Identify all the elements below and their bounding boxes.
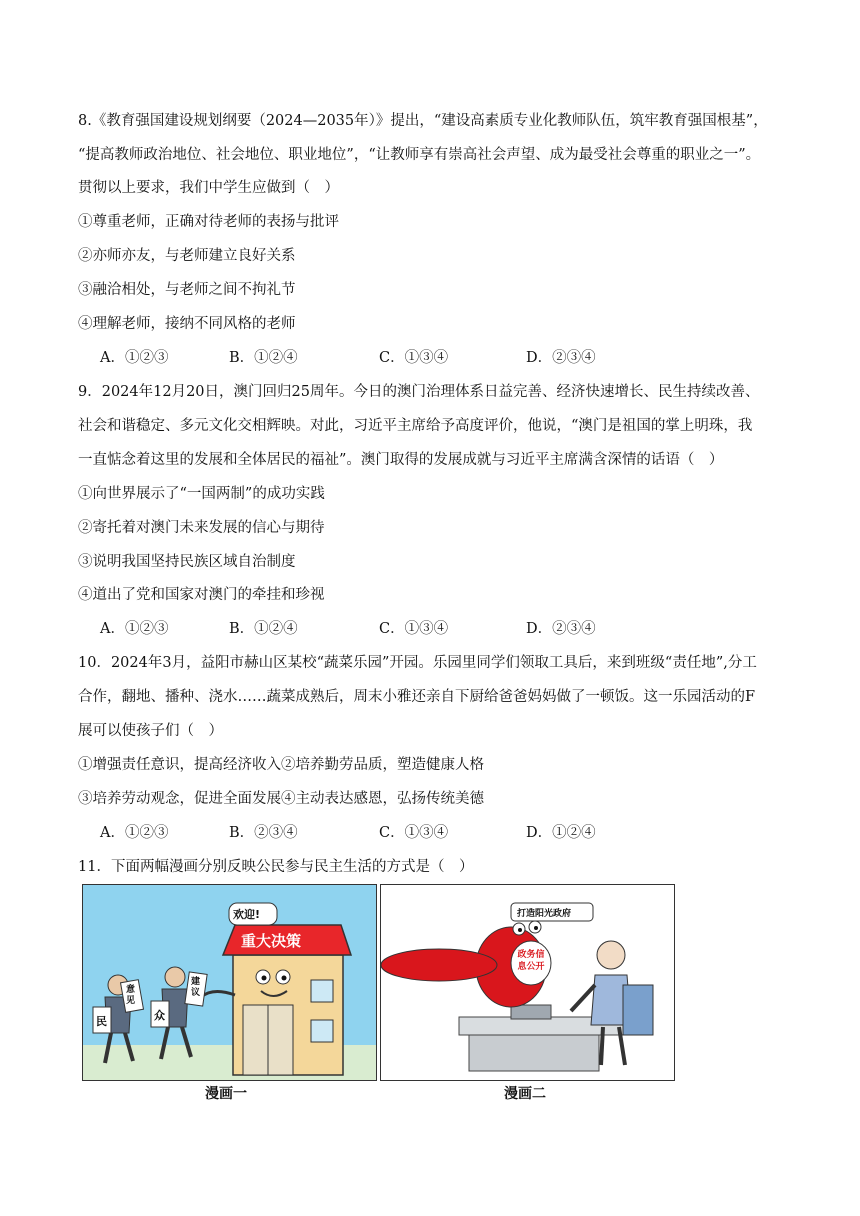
q10-statements-1-2: ①增强责任意识，提高经济收入②培养勤劳品质，塑造健康人格	[78, 757, 484, 773]
q8-stem-line: “提高教师政治地位、社会地位、职业地位”，“让教师享有崇高社会声望、成为最受社会尊重的职业之一”。	[78, 147, 761, 163]
q8-option-d[interactable]: D．②③④	[526, 350, 596, 366]
q8-statement-4: ④理解老师，接纳不同风格的老师	[78, 316, 296, 332]
comic-one	[82, 884, 377, 1081]
q8-stem-line: 贯彻以上要求，我们中学生应做到（ ）	[78, 180, 339, 196]
q10-stem-line: 展可以使孩子们（ ）	[78, 723, 223, 739]
q10-stem-line: 10．2024年3月，益阳市赫山区某校“蔬菜乐园”开园。乐园里同学们领取工具后，来到班级“责任地”,分工	[78, 655, 757, 671]
q9-stem-line: 一直惦念着这里的发展和全体居民的福祉”。澳门取得的发展成就与习近平主席满含深情的话语（ ）	[78, 452, 724, 468]
q8-option-b[interactable]: B．①②④	[229, 350, 298, 366]
comic-one-sign: 重大决策	[241, 932, 302, 950]
q10-option-b[interactable]: B．②③④	[229, 825, 298, 841]
q8-stem-line: 8.《教育强国建设规划纲要（2024—2035年）》提出，“建设高素质专业化教师队伍，筑牢教育强国根基”，	[78, 113, 768, 129]
q11-stem: 11．下面两幅漫画分别反映公民参与民主生活的方式是（ ）	[78, 859, 474, 875]
q8-statement-1: ①尊重老师，正确对待老师的表扬与批评	[78, 214, 339, 230]
q9-statement-3: ③说明我国坚持民族区域自治制度	[78, 554, 296, 570]
comic-two-caption: 漫画二	[504, 1086, 546, 1102]
q9-option-c[interactable]: C．①③④	[379, 621, 449, 637]
comic-one-caption: 漫画一	[205, 1086, 247, 1102]
q8-option-c[interactable]: C．①③④	[379, 350, 449, 366]
q10-stem-line: 合作，翻地、播种、浇水……蔬菜成熟后，周末小雅还亲自下厨给爸爸妈妈做了一顿饭。这一乐园活动的F	[78, 689, 756, 705]
comic-one-bubble: 欢迎!	[233, 908, 261, 921]
comic-two	[380, 884, 675, 1081]
q9-option-b[interactable]: B．①②④	[229, 621, 298, 637]
comic-two-plaque: 政务信息公开	[517, 950, 545, 972]
comic-one-bag-1: 民	[96, 1015, 107, 1028]
q9-option-d[interactable]: D．②③④	[526, 621, 596, 637]
q9-statement-2: ②寄托着对澳门未来发展的信心与期待	[78, 520, 325, 536]
q8-statement-2: ②亦师亦友，与老师建立良好关系	[78, 248, 296, 264]
comic-one-bag-2: 众	[154, 1009, 165, 1022]
q9-statement-4: ④道出了党和国家对澳门的牵挂和珍视	[78, 587, 325, 603]
comic-one-illustration	[83, 885, 377, 1081]
comic-two-banner: 打造阳光政府	[517, 909, 572, 919]
q10-option-c[interactable]: C．①③④	[379, 825, 449, 841]
q9-stem-line: 9．2024年12月20日，澳门回归25周年。今日的澳门治理体系日益完善、经济快速增长、民生持续改善、	[78, 384, 760, 400]
q10-option-d[interactable]: D．①②④	[526, 825, 596, 841]
q9-option-a[interactable]: A．①②③	[100, 621, 169, 637]
q9-statement-1: ①向世界展示了“一国两制”的成功实践	[78, 486, 325, 502]
q10-statements-3-4: ③培养劳动观念，促进全面发展④主动表达感恩，弘扬传统美德	[78, 791, 484, 807]
comic-one-paper-opinion: 意见	[126, 985, 136, 1006]
q10-option-a[interactable]: A．①②③	[100, 825, 169, 841]
q8-option-a[interactable]: A．①②③	[100, 350, 169, 366]
q8-statement-3: ③融洽相处，与老师之间不拘礼节	[78, 282, 296, 298]
q9-stem-line: 社会和谐稳定、多元文化交相辉映。对此，习近平主席给予高度评价，他说，“澳门是祖国的掌上明珠，我	[78, 418, 753, 434]
comic-one-paper-suggestion: 建议	[191, 977, 201, 998]
